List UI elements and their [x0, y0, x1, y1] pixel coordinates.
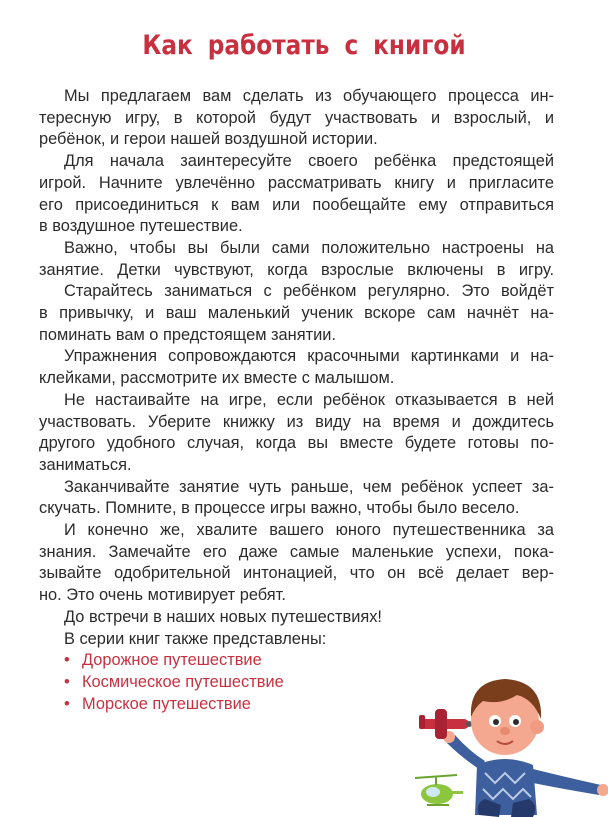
- text-line: Для начала заинтересуйте своего ребёнка предстоящей: [64, 152, 554, 171]
- text-line: другого удобного случая, когда вы вместе будете готовы по-: [39, 434, 554, 453]
- text-line: участвовать. Уберите книжку из виду на время и дождитесь: [39, 412, 554, 431]
- series-title: Морское путешествие: [82, 694, 251, 713]
- paragraph: [39, 86, 554, 151]
- text-line: Не настаивайте на игре, если ребёнок отказывается в ней: [64, 390, 554, 409]
- text-line: Мы предлагаем вам сделать из обучающего процесса ин-: [64, 87, 554, 105]
- text-line: игрой. Начните увлечённо рассматривать книгу и пригласите: [39, 173, 554, 192]
- body-text: [39, 86, 554, 715]
- toy-plane-icon: [419, 709, 472, 739]
- bullet-icon: •: [64, 651, 70, 670]
- text-line: Важно, чтобы вы были сами положительно настроены на: [64, 238, 554, 257]
- bullet-icon: •: [64, 694, 70, 713]
- text-line: тересную игру, в которой будут участвовать и взрослый, и: [39, 108, 554, 127]
- page-title: Как работать с книгой: [142, 30, 466, 61]
- text-line: Старайтесь заниматься с ребёнком регулярно. Это войдёт: [64, 282, 554, 301]
- text-line: До встречи в наших новых путешествиях!: [64, 607, 382, 626]
- toy-helicopter-icon: [415, 775, 463, 805]
- series-title: Космическое путешествие: [82, 672, 284, 691]
- paragraph: [39, 151, 554, 238]
- paragraph: [39, 477, 554, 520]
- paragraph: [64, 629, 554, 651]
- text-line: поминать вам о предстоящем занятии.: [39, 325, 336, 344]
- text-line: зывайте одобрительной интонацией, что он всё делает вер-: [39, 564, 554, 583]
- text-line: В серии книг также представлены:: [64, 629, 327, 648]
- text-line: Упражнения сопровождаются красочными картинками и на-: [64, 347, 554, 366]
- text-line: в воздушное путешествие.: [39, 217, 243, 236]
- text-line: занятие. Детки чувствуют, когда взрослые включены в игру.: [39, 260, 554, 279]
- paragraph: [64, 607, 554, 629]
- text-line: заниматься.: [39, 455, 132, 474]
- bullet-icon: •: [64, 672, 70, 691]
- text-line: но. Это очень мотивирует ребят.: [39, 586, 286, 605]
- text-line: Заканчивайте занятие чуть раньше, чем ребёнок успеет за-: [64, 477, 554, 496]
- text-line: знания. Замечайте его даже самые маленькие успехи, пока-: [39, 542, 554, 561]
- series-title: Дорожное путешествие: [82, 651, 262, 670]
- paragraph: [39, 238, 554, 281]
- text-line: его присоединиться к вам или пообещайте ему отправиться: [39, 195, 554, 214]
- text-line: ребёнок, и герои нашей воздушной истории.: [39, 130, 378, 149]
- text-line: клейками, рассмотрите их вместе с малышом.: [39, 369, 395, 388]
- text-line: И конечно же, хвалите вашего юного путешественника за: [64, 521, 554, 540]
- paragraph: [39, 346, 554, 389]
- paragraph: [39, 281, 554, 346]
- boy-with-toy-plane-illustration: [405, 665, 608, 817]
- text-line: скучать. Помните, в процессе игры важно, чтобы было весело.: [39, 499, 520, 518]
- paragraph: [39, 520, 554, 607]
- text-line: в привычку, и ваш маленький ученик вскоре сам начнёт на-: [39, 304, 554, 323]
- paragraph: [39, 390, 554, 477]
